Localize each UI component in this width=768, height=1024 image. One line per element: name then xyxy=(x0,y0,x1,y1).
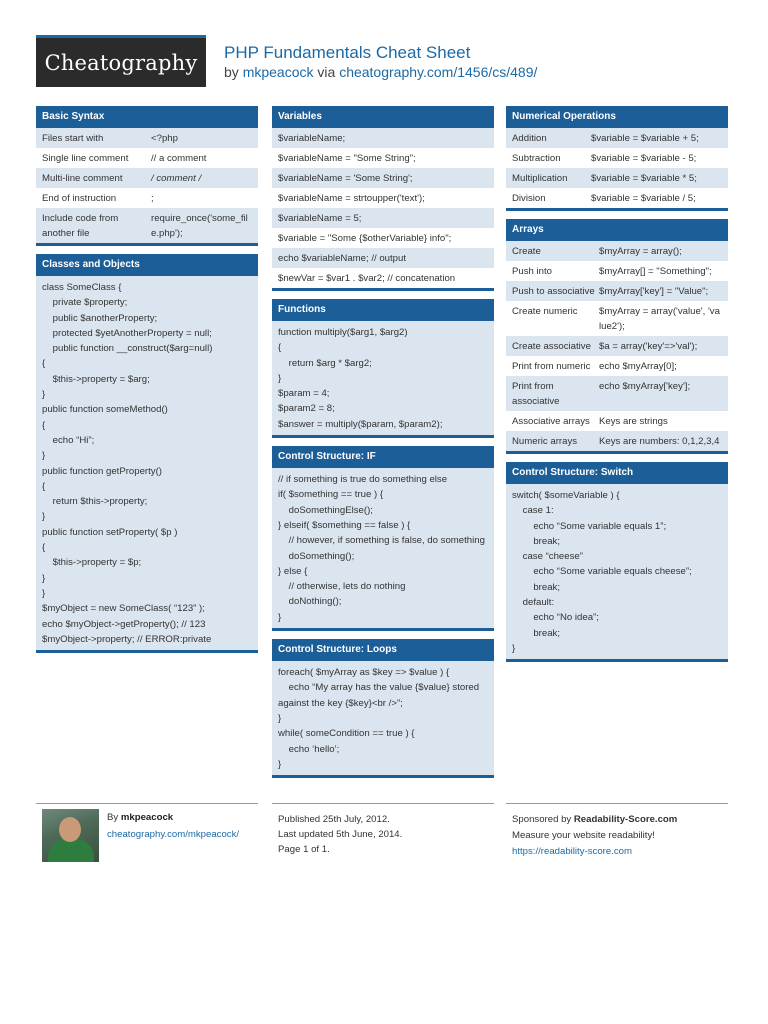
list-item: $variableName = strtoupper('text'); xyxy=(272,188,494,208)
row-label: Numeric arrays xyxy=(512,435,578,447)
code-line: break; xyxy=(512,581,560,593)
section-title: Control Structure: Switch xyxy=(506,462,728,484)
row-label: Addition xyxy=(512,132,547,144)
footer-sponsor xyxy=(512,812,677,860)
code-line: foreach( $myArray as $key => $value ) { xyxy=(278,667,450,679)
row-value: // a comment xyxy=(151,152,207,164)
code-line: case “cheese” xyxy=(512,551,583,563)
numerical-rows xyxy=(506,128,728,208)
author-link[interactable]: mkpeacock xyxy=(242,64,314,80)
sponsor-name: Readability-Score.com xyxy=(573,814,678,825)
row-value: echo $myArray[0]; xyxy=(599,360,677,372)
table-row xyxy=(506,148,728,168)
numerical-section xyxy=(506,106,728,211)
row-label: Multi-line comment xyxy=(42,172,123,184)
list-item: echo $variableName; // output xyxy=(272,248,494,268)
code-line: $this->property = $arg; xyxy=(42,373,150,385)
code-line: public $anotherProperty; xyxy=(42,312,158,324)
table-row xyxy=(506,241,728,261)
section-title: Basic Syntax xyxy=(36,106,258,128)
row-label: Create numeric xyxy=(512,305,578,317)
row-label: Single line comment xyxy=(42,152,129,164)
code-line: doSomethingElse(); xyxy=(278,504,373,516)
footer-author-link[interactable]: cheatography.com/mkpeacock/ xyxy=(107,829,240,840)
section-title: Control Structure: Loops xyxy=(272,639,494,661)
basic-syntax-rows xyxy=(36,128,258,243)
list-item: $variableName = 5; xyxy=(272,208,494,228)
code-line: $param2 = 8; xyxy=(278,403,335,415)
published-date: Published 25th July, 2012. xyxy=(278,814,390,825)
footer-divider xyxy=(506,803,728,804)
footer-by-label: By xyxy=(107,812,119,823)
classes-code xyxy=(36,276,258,650)
row-label: End of instruction xyxy=(42,192,117,204)
row-value: $myArray = array(); xyxy=(599,245,682,257)
row-value: $variable = $variable + 5; xyxy=(591,132,699,144)
code-line: doNothing(); xyxy=(278,596,342,608)
code-line: case 1: xyxy=(512,505,554,517)
row-value: $myArray['key'] = "Value"; xyxy=(599,285,709,297)
sponsor-url-link[interactable]: https://readability-score.com xyxy=(512,846,632,857)
table-row xyxy=(506,376,728,411)
table-row xyxy=(36,208,258,243)
footer-author xyxy=(107,812,173,823)
code-line: } xyxy=(42,450,46,462)
code-line: echo “Hi”; xyxy=(42,434,95,446)
list-item: $variable = "Some {$otherVariable} info"; xyxy=(272,228,494,248)
code-line: $myObject = new SomeClass( “123” ); xyxy=(42,603,205,615)
code-line: } xyxy=(42,389,46,401)
code-line: public function setProperty( $p ) xyxy=(42,526,178,538)
code-line: echo “My array has the value {$value} stored against the key {$key}<br />”; xyxy=(278,682,482,709)
via-text: via xyxy=(317,64,336,80)
row-value: $a = array('key'=>'val'); xyxy=(599,340,698,352)
row-label: Create associative xyxy=(512,340,591,352)
code-line: } xyxy=(278,611,282,623)
sponsor-prefix: Sponsored by xyxy=(512,814,572,825)
classes-section xyxy=(36,254,258,653)
section-title: Arrays xyxy=(506,219,728,241)
section-title: Control Structure: IF xyxy=(272,446,494,468)
code-line: public function someMethod() xyxy=(42,404,168,416)
code-line: protected $yetAnotherProperty = null; xyxy=(42,327,212,339)
list-item: $newVar = $var1 . $var2; // concatenation xyxy=(272,268,494,288)
code-line: $this->property = $p; xyxy=(42,557,142,569)
table-row xyxy=(36,168,258,188)
code-line: $param = 4; xyxy=(278,388,330,400)
footer-author-name: mkpeacock xyxy=(120,812,174,823)
row-label: Files start with xyxy=(42,132,104,144)
footer-divider xyxy=(36,803,258,804)
avatar-head xyxy=(59,817,81,842)
table-row xyxy=(36,148,258,168)
by-prefix: by xyxy=(224,64,239,80)
code-line: class SomeClass { xyxy=(42,282,122,293)
code-line: { xyxy=(42,542,46,554)
code-line: doSomething(); xyxy=(278,550,355,562)
table-row xyxy=(506,261,728,281)
cheatography-logo[interactable] xyxy=(36,35,206,87)
column-1 xyxy=(36,106,258,661)
code-line: // if something is true do something else xyxy=(278,474,448,486)
code-line: } xyxy=(42,587,46,599)
logo-text: Cheatography xyxy=(44,50,198,75)
section-title: Classes and Objects xyxy=(36,254,258,276)
row-label: Print from numeric xyxy=(512,360,591,372)
table-row xyxy=(506,301,728,336)
variables-section xyxy=(272,106,494,291)
row-label: Include code from another file xyxy=(42,212,119,239)
code-line: switch( $someVariable ) { xyxy=(512,490,620,501)
section-title: Functions xyxy=(272,299,494,321)
code-line: default: xyxy=(512,597,555,609)
code-line: } xyxy=(278,372,282,384)
code-line: $answer = multiply($param, $param2); xyxy=(278,418,443,430)
table-row xyxy=(36,188,258,208)
code-line: } xyxy=(278,712,282,724)
row-value: $myArray = array('value', 'value2'); xyxy=(599,305,720,332)
row-value: <?php xyxy=(151,132,178,144)
row-label: Create xyxy=(512,245,541,257)
code-line: echo “No idea”; xyxy=(512,612,599,624)
code-line: { xyxy=(42,480,46,492)
code-line: echo “Some variable equals cheese”; xyxy=(512,566,692,578)
row-value: Keys are strings xyxy=(599,415,668,427)
row-value: require_once('some_file.php'); xyxy=(151,212,248,239)
row-label: Division xyxy=(512,192,546,204)
code-line: } xyxy=(512,642,516,654)
code-line: // otherwise, lets do nothing xyxy=(278,581,406,593)
code-line: public function __construct($arg=null) xyxy=(42,343,213,355)
row-value: $variable = $variable / 5; xyxy=(591,192,696,204)
column-3 xyxy=(506,106,728,670)
author-avatar[interactable] xyxy=(42,809,99,862)
loops-code xyxy=(272,661,494,775)
code-line: return $arg * $arg2; xyxy=(278,357,372,369)
code-line: private $property; xyxy=(42,297,128,309)
row-label: Subtraction xyxy=(512,152,561,164)
code-line: // however, if something is false, do something xyxy=(278,535,485,547)
table-row xyxy=(36,128,258,148)
list-item: $variableName = "Some String"; xyxy=(272,148,494,168)
code-line: echo $myObject->getProperty(); // 123 xyxy=(42,618,206,630)
section-title: Numerical Operations xyxy=(506,106,728,128)
sheet-url-link[interactable]: cheatography.com/1456/cs/489/ xyxy=(339,64,538,80)
row-value: Keys are numbers: 0,1,2,3,4 xyxy=(599,435,720,447)
column-2 xyxy=(272,106,494,786)
code-line: } xyxy=(278,758,282,770)
functions-section xyxy=(272,299,494,438)
footer-publish-info xyxy=(278,812,402,857)
code-line: break; xyxy=(512,535,560,547)
page-subtitle xyxy=(224,64,537,80)
code-line: echo “Some variable equals 1”; xyxy=(512,520,667,532)
table-row xyxy=(506,411,728,431)
table-row xyxy=(506,431,728,451)
page-title: PHP Fundamentals Cheat Sheet xyxy=(224,43,471,62)
row-label: Push into xyxy=(512,265,553,277)
footer-divider xyxy=(272,803,494,804)
code-line: break; xyxy=(512,627,560,639)
variables-rows xyxy=(272,128,494,288)
sponsor-line xyxy=(512,812,677,828)
control-if-section xyxy=(272,446,494,631)
code-line: } elseif( $something == false ) { xyxy=(278,519,411,531)
row-value: / comment / xyxy=(151,172,202,184)
page-number: Page 1 of 1. xyxy=(278,844,330,855)
table-row xyxy=(506,188,728,208)
row-label: Multiplication xyxy=(512,172,568,184)
switch-code xyxy=(506,484,728,659)
control-loops-section xyxy=(272,639,494,778)
control-switch-section xyxy=(506,462,728,662)
if-code xyxy=(272,468,494,628)
row-value: ; xyxy=(151,192,154,204)
arrays-rows xyxy=(506,241,728,451)
code-line: } xyxy=(42,511,46,523)
code-line: } else { xyxy=(278,565,308,577)
code-line: $myObject->property; // ERROR:private xyxy=(42,633,212,645)
sponsor-tagline: Measure your website readability! xyxy=(512,830,655,841)
table-row xyxy=(506,168,728,188)
row-value: $myArray[] = "Something"; xyxy=(599,265,712,277)
row-value: $variable = $variable - 5; xyxy=(591,152,697,164)
code-line: public function getProperty() xyxy=(42,465,162,477)
code-line: while( someCondition == true ) { xyxy=(278,728,415,740)
code-line: { xyxy=(42,358,46,370)
functions-code xyxy=(272,321,494,435)
table-row xyxy=(506,128,728,148)
avatar-body xyxy=(48,839,94,862)
list-item: $variableName; xyxy=(272,128,494,148)
arrays-section xyxy=(506,219,728,454)
row-value: $variable = $variable * 5; xyxy=(591,172,697,184)
list-item: $variableName = 'Some String'; xyxy=(272,168,494,188)
code-line: if( $something == true ) { xyxy=(278,489,384,501)
basic-syntax-section xyxy=(36,106,258,246)
table-row xyxy=(506,336,728,356)
row-value: echo $myArray['key']; xyxy=(599,380,691,392)
table-row xyxy=(506,356,728,376)
updated-date: Last updated 5th June, 2014. xyxy=(278,829,403,840)
table-row xyxy=(506,281,728,301)
code-line: { xyxy=(42,419,46,431)
code-line: } xyxy=(42,572,46,584)
code-line: { xyxy=(278,342,282,354)
row-label: Push to associative xyxy=(512,285,595,297)
code-line: echo ‘hello’; xyxy=(278,743,340,755)
section-title: Variables xyxy=(272,106,494,128)
row-label: Print from associative xyxy=(512,380,560,407)
row-label: Associative arrays xyxy=(512,415,590,427)
code-line: return $this->property; xyxy=(42,496,148,508)
code-line: function multiply($arg1, $arg2) xyxy=(278,327,408,338)
